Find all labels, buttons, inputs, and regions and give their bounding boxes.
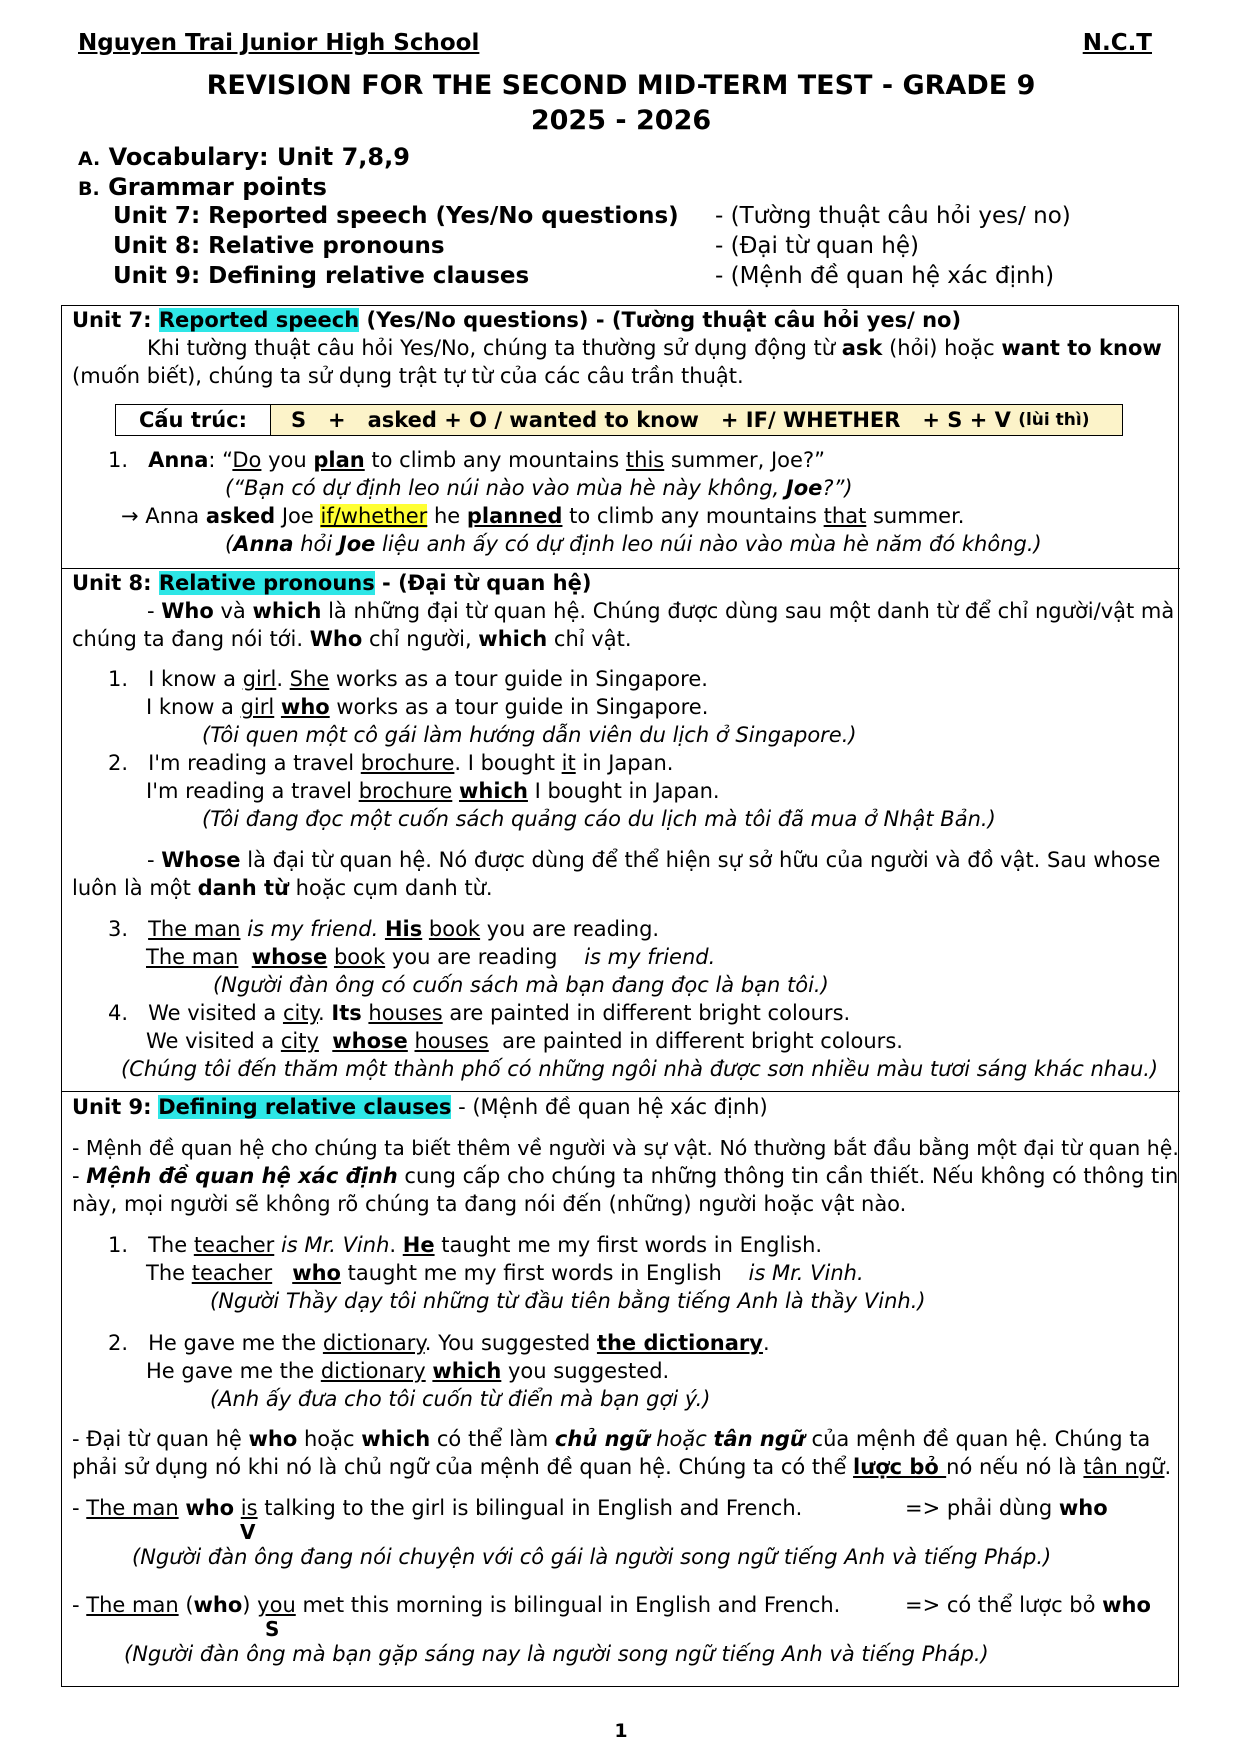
unit8-para-3: - Whose là đại từ quan hệ. Nó được dùng để thể hiện sự sở hữu của người và đồ vật. Sau whose <box>147 848 1161 872</box>
teacher-initials: N.C.T <box>1082 30 1152 56</box>
unit8-ex2-vi: (Tôi đang đọc một cuốn sách quảng cáo du lịch mà tôi đã mua ở Nhật Bản.) <box>202 807 996 831</box>
subject-marker: S <box>265 1617 280 1641</box>
unit9-rule-1-note: => phải dùng who <box>905 1496 1108 1520</box>
unit7-example-question: 1. Anna: “Do you plan to climb any mountains this summer, Joe?” <box>108 448 825 472</box>
unit9-rule-2-note: => có thể lược bỏ who <box>905 1593 1151 1617</box>
unit9-ex1-b: The teacher who taught me my first words in English is Mr. Vinh. <box>146 1261 864 1285</box>
school-name: Nguyen Trai Junior High School <box>78 30 480 56</box>
unit8-ex2-b: I'm reading a travel brochure which I bought in Japan. <box>146 779 720 803</box>
unit9-para-5: phải sử dụng nó khi nó là chủ ngữ của mệnh đề quan hệ. Chúng ta có thể lược bỏ nó nếu nó là tân ngữ. <box>72 1455 1172 1479</box>
unit7-example-reported: → Anna asked Joe if/whether he planned to climb any mountains that summer. <box>121 504 965 528</box>
unit9-ex2-a: 2. He gave me the dictionary. You suggested the dictionary. <box>108 1331 770 1355</box>
unit9-ex1-a: 1. The teacher is Mr. Vinh. He taught me my first words in English. <box>108 1233 823 1257</box>
structure-box <box>115 404 1123 436</box>
unit8-ex2-a: 2. I'm reading a travel brochure. I bought it in Japan. <box>108 751 674 775</box>
unit8-ex1-vi: (Tôi quen một cô gái làm hướng dẫn viên du lịch ở Singapore.) <box>202 723 857 747</box>
unit7-heading: Unit 7: Reported speech (Yes/No questions) - (Tường thuật câu hỏi yes/ no) <box>72 308 962 332</box>
unit8-ex4-vi: (Chúng tôi đến thăm một thành phố có những ngôi nhà được sơn nhiều màu tươi sáng khác nhau.) <box>121 1057 1159 1081</box>
unit9-heading: Unit 9: Defining relative clauses - (Mệnh đề quan hệ xác định) <box>72 1095 768 1119</box>
unit8-ex1-a: 1. I know a girl. She works as a tour guide in Singapore. <box>108 667 708 691</box>
unit8-ex3-b: The man whose book you are reading is my friend. <box>146 945 716 969</box>
section-a: A. Vocabulary: Unit 7,8,9 <box>78 143 410 171</box>
verb-marker: V <box>240 1520 256 1544</box>
structure-formula: S + asked + O / wanted to know + IF/ WHETHER + S + V (lùi thì) <box>271 405 1122 435</box>
unit9-rule-1: - The man who is talking to the girl is bilingual in English and French. <box>72 1496 803 1520</box>
unit9-ex2-vi: (Anh ấy đưa cho tôi cuốn từ điển mà bạn gợi ý.) <box>210 1387 711 1411</box>
unit8-para-1: - Who và which là những đại từ quan hệ. Chúng được dùng sau một danh từ để chỉ người/vật mà <box>147 599 1175 623</box>
unit9-rule-2-vi: (Người đàn ông mà bạn gặp sáng nay là người song ngữ tiếng Anh và tiếng Pháp.) <box>124 1642 989 1666</box>
unit9-rule-1-vi: (Người đàn ông đang nói chuyện với cô gái là người song ngữ tiếng Anh và tiếng Pháp.) <box>132 1545 1052 1569</box>
section-b: B. Grammar points <box>78 173 327 201</box>
point-en-3: Unit 9: Defining relative clauses <box>113 263 530 289</box>
point-vi-1: - (Tường thuật câu hỏi yes/ no) <box>715 203 1071 229</box>
divider-unit9 <box>61 1091 1180 1092</box>
unit7-para-2: (muốn biết), chúng ta sử dụng trật tự từ của các câu trần thuật. <box>72 364 744 388</box>
point-vi-2: - (Đại từ quan hệ) <box>715 233 919 259</box>
unit8-ex3-vi: (Người đàn ông có cuốn sách mà bạn đang đọc là bạn tôi.) <box>213 973 829 997</box>
unit9-rule-2: - The man (who) you met this morning is bilingual in English and French. <box>72 1593 841 1617</box>
unit8-heading: Unit 8: Relative pronouns - (Đại từ quan hệ) <box>72 571 592 595</box>
unit9-ex2-b: He gave me the dictionary which you suggested. <box>146 1359 670 1383</box>
point-vi-3: - (Mệnh đề quan hệ xác định) <box>715 263 1055 289</box>
unit9-ex1-vi: (Người Thầy dạy tôi những từ đầu tiên bằng tiếng Anh là thầy Vinh.) <box>210 1289 926 1313</box>
point-en-2: Unit 8: Relative pronouns <box>113 233 445 259</box>
divider-unit8 <box>61 568 1180 569</box>
unit8-ex3-a: 3. The man is my friend. His book you are reading. <box>108 917 660 941</box>
unit8-para-2: chúng ta đang nói tới. Who chỉ người, which chỉ vật. <box>72 627 632 651</box>
unit7-para-1: Khi tường thuật câu hỏi Yes/No, chúng ta thường sử dụng động từ ask (hỏi) hoặc want to know <box>147 336 1162 360</box>
unit9-para-3: này, mọi người sẽ không rõ chúng ta đang nói đến (những) người hoặc vật nào. <box>72 1192 907 1216</box>
document-title: REVISION FOR THE SECOND MID-TERM TEST - GRADE 9 <box>206 70 1036 101</box>
structure-label: Cấu trúc: <box>116 405 271 435</box>
school-year: 2025 - 2026 <box>530 105 712 136</box>
unit8-ex4-b: We visited a city whose houses are painted in different bright colours. <box>146 1029 903 1053</box>
unit8-ex1-b: I know a girl who works as a tour guide in Singapore. <box>146 695 709 719</box>
unit7-example-question-vi: (“Bạn có dự định leo núi nào vào mùa hè này không, Joe?”) <box>225 476 853 500</box>
unit9-para-1: - Mệnh đề quan hệ cho chúng ta biết thêm về người và sự vật. Nó thường bắt đầu bằng một đại từ quan hệ. <box>72 1136 1179 1160</box>
page-number: 1 <box>614 1720 628 1742</box>
point-en-1: Unit 7: Reported speech (Yes/No questions) <box>113 203 679 229</box>
unit8-para-4: luôn là một danh từ hoặc cụm danh từ. <box>72 876 493 900</box>
unit9-para-4: - Đại từ quan hệ who hoặc which có thể làm chủ ngữ hoặc tân ngữ của mệnh đề quan hệ. Chúng ta <box>72 1427 1151 1451</box>
unit8-ex4-a: 4. We visited a city. Its houses are painted in different bright colours. <box>108 1001 851 1025</box>
unit7-example-reported-vi: (Anna hỏi Joe liệu anh ấy có dự định leo núi nào vào mùa hè năm đó không.) <box>225 532 1042 556</box>
unit9-para-2: - Mệnh đề quan hệ xác định cung cấp cho chúng ta những thông tin cần thiết. Nếu không có thông tin <box>72 1164 1179 1188</box>
